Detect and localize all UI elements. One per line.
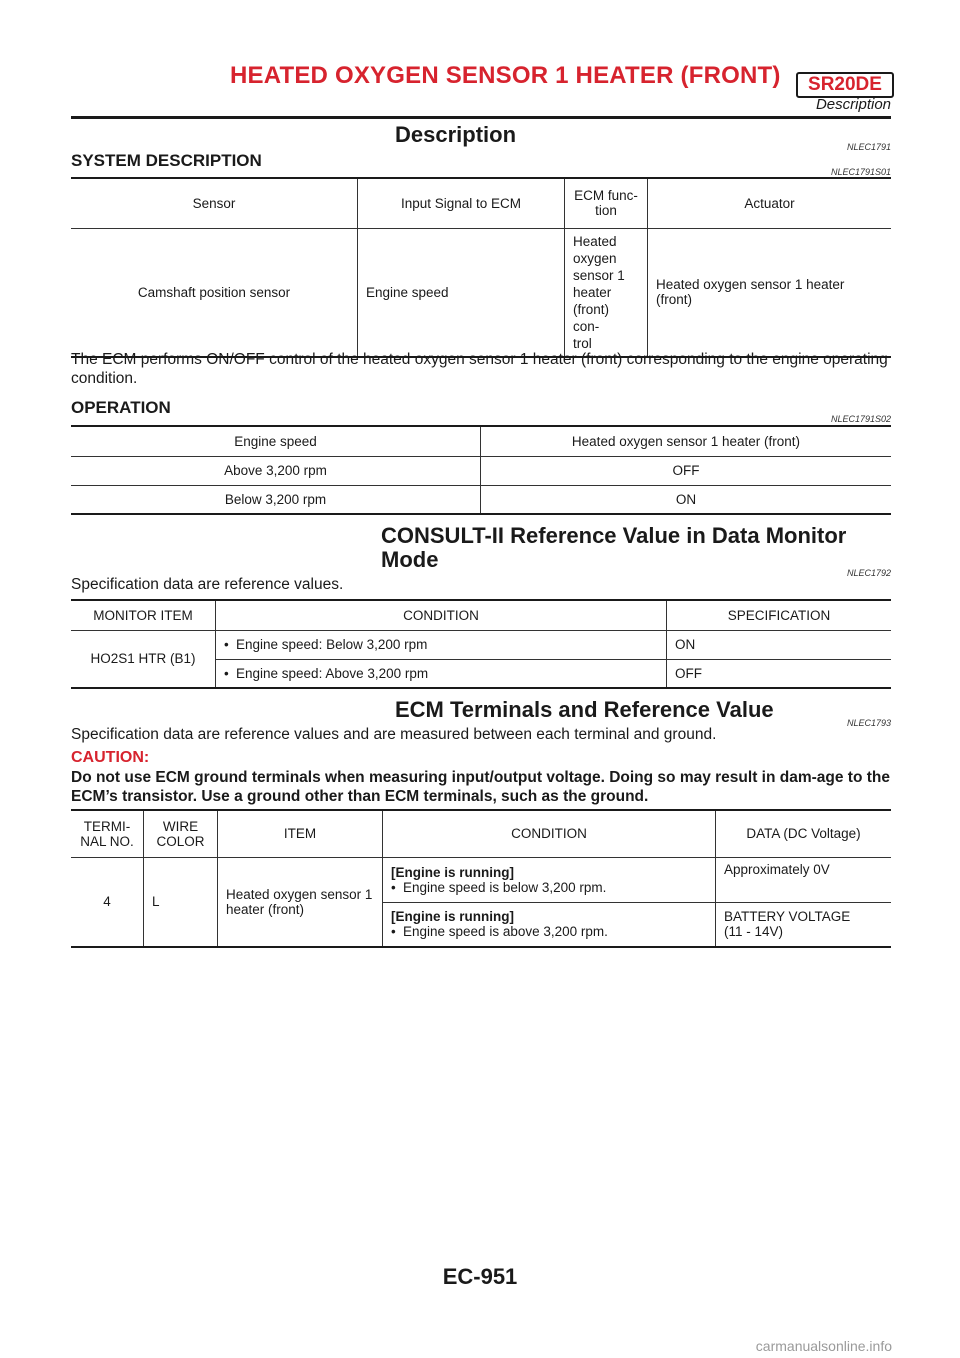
subsection-title-system: SYSTEM DESCRIPTION	[71, 151, 262, 170]
table-cell	[216, 659, 667, 688]
ref-code: NLEC1791	[846, 142, 891, 152]
table-header: CONDITION	[383, 810, 716, 857]
table-header: Engine speed	[71, 426, 481, 456]
section-title-ecm: ECM Terminals and Reference Value	[395, 697, 774, 722]
section-title-description: Description	[395, 122, 517, 147]
header-subtitle: Description	[815, 96, 891, 113]
condition-cell	[383, 857, 716, 902]
table-cell: ON	[667, 630, 892, 659]
table-header: Sensor	[71, 178, 358, 228]
data-cell: Approximately 0V	[716, 857, 892, 902]
subsection-title-operation: OPERATION	[71, 398, 171, 417]
condition-text: Engine speed: Above 3,200 rpm	[236, 665, 429, 681]
condition-heading: [Engine is running]	[391, 909, 514, 925]
table-cell: OFF	[481, 456, 892, 485]
item-cell: Heated oxygen sensor 1 heater (front)	[218, 857, 383, 947]
table-cell: Camshaft position sensor	[71, 228, 358, 357]
title-line: Mode	[381, 547, 439, 572]
table-header: SPECIFICATION	[667, 600, 892, 630]
condition-text: Engine speed is below 3,200 rpm.	[403, 879, 607, 895]
condition-cell	[383, 902, 716, 947]
table-cell: OFF	[667, 659, 892, 688]
header-title: HEATED OXYGEN SENSOR 1 HEATER (FRONT)	[230, 62, 781, 89]
table-cell: ON	[481, 485, 892, 514]
table-cell: Above 3,200 rpm	[71, 456, 481, 485]
description-paragraph: The ECM performs ON/OFF control of the heated oxygen sensor 1 heater (front) corresponding to the engine operating condition.	[71, 351, 888, 387]
title-line: CONSULT-II Reference Value in Data Monitor	[381, 523, 847, 548]
table-header: ITEM	[218, 810, 383, 857]
data-cell: BATTERY VOLTAGE (11 - 14V)	[716, 902, 892, 947]
terminal-number: 4	[71, 857, 144, 947]
watermark: carmanualsonline.info	[755, 1338, 892, 1354]
table-header: WIRE COLOR	[144, 810, 218, 857]
wire-color: L	[144, 857, 218, 947]
consult-table	[71, 599, 891, 689]
engine-code-badge: SR20DE	[796, 72, 894, 98]
header-rule	[71, 116, 891, 119]
table-cell: Engine speed	[358, 228, 565, 357]
caution-label: CAUTION:	[71, 749, 150, 766]
table-header: MONITOR ITEM	[71, 600, 216, 630]
condition-heading: [Engine is running]	[391, 864, 514, 880]
table-cell: Heated oxygen sensor 1 heater (front)	[648, 228, 892, 357]
monitor-item: HO2S1 HTR (B1)	[71, 630, 216, 688]
table-header: Actuator	[648, 178, 892, 228]
bullet-icon: •	[224, 665, 229, 681]
table-cell: Heated oxygen sensor 1 heater (front) con- trol	[565, 228, 648, 357]
bullet-icon: •	[391, 879, 396, 895]
system-description-table	[71, 177, 891, 358]
page-number: EC-951	[442, 1264, 518, 1289]
table-header: TERMI- NAL NO.	[71, 810, 144, 857]
consult-note: Specification data are reference values.	[71, 576, 344, 593]
condition-text: Engine speed: Below 3,200 rpm	[236, 637, 428, 652]
condition-text: Engine speed is above 3,200 rpm.	[403, 924, 608, 940]
ref-code: NLEC1791S02	[830, 414, 891, 424]
operation-table	[71, 425, 891, 515]
table-cell: Below 3,200 rpm	[71, 485, 481, 514]
table-cell	[216, 630, 667, 659]
table-header: DATA (DC Voltage)	[716, 810, 892, 857]
bullet-icon: •	[224, 637, 229, 652]
ref-code: NLEC1793	[846, 718, 891, 728]
table-header: CONDITION	[216, 600, 667, 630]
ref-code: NLEC1791S01	[830, 167, 891, 177]
table-header: Heated oxygen sensor 1 heater (front)	[481, 426, 892, 456]
ref-code: NLEC1792	[846, 568, 891, 578]
ecm-note: Specification data are reference values and are measured between each terminal and ground.	[71, 726, 717, 743]
table-header: Input Signal to ECM	[358, 178, 565, 228]
ecm-terminal-table	[71, 809, 891, 948]
caution-text: Do not use ECM ground terminals when measuring input/output voltage. Doing so may result in dam-age to the ECM’s transistor. Use a ground other than ECM terminals, such as the ground.	[71, 769, 890, 805]
section-title-consult	[381, 524, 846, 572]
table-header: ECM func- tion	[565, 178, 648, 228]
bullet-icon: •	[391, 924, 396, 940]
